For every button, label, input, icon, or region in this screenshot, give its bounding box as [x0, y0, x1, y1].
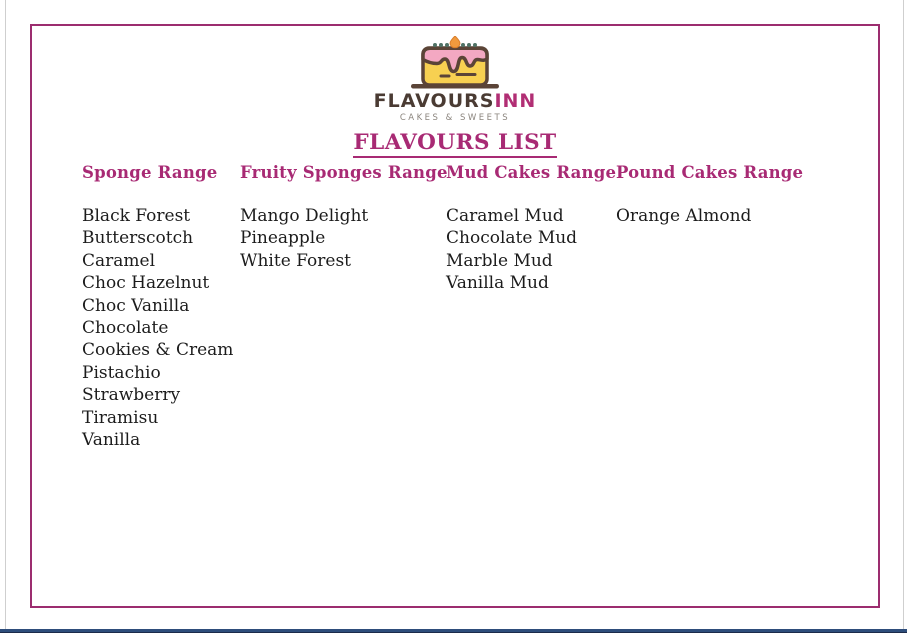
flavour-columns	[82, 163, 866, 451]
list-item: Chocolate Mud	[446, 228, 578, 249]
list-item: Butterscotch	[82, 228, 194, 249]
list-item: Marble Mud	[446, 250, 553, 271]
column-header: Pound Cakes Range	[616, 163, 804, 182]
window-bottom-bar	[0, 629, 907, 633]
page-edge-right	[903, 0, 904, 629]
column-fruity-sponges-range	[240, 163, 446, 272]
column-item-list	[240, 205, 446, 272]
list-item: Black Forest	[82, 206, 191, 226]
column-sponge-range	[82, 163, 240, 451]
column-mud-cakes-range	[446, 163, 616, 295]
column-item-list	[616, 205, 866, 227]
cake-icon	[403, 36, 507, 90]
brand-tagline: CAKES & SWEETS	[399, 113, 511, 123]
page-edge-left	[5, 0, 6, 629]
list-item: Choc Vanilla	[82, 295, 190, 316]
column-header: Fruity Sponges Range	[240, 163, 448, 182]
page-title: FLAVOURS LIST	[353, 131, 556, 158]
list-item: White Forest	[240, 250, 351, 271]
list-item: Vanilla	[82, 430, 141, 451]
list-item: Caramel Mud	[446, 206, 564, 226]
brand-name-inn: INN	[494, 90, 537, 112]
list-item: Caramel	[82, 250, 156, 271]
list-item: Vanilla Mud	[446, 273, 549, 294]
list-item: Pistachio	[82, 362, 161, 383]
list-item: Tiramisu	[82, 407, 159, 428]
column-item-list	[446, 205, 616, 295]
list-item: Chocolate	[82, 318, 169, 339]
list-item: Choc Hazelnut	[82, 273, 210, 294]
list-item: Orange Almond	[616, 206, 752, 226]
brand-name-flavours: FLAVOURS	[373, 90, 495, 112]
column-header: Sponge Range	[82, 163, 218, 182]
list-item: Cookies & Cream	[82, 340, 234, 361]
list-item: Mango Delight	[240, 206, 369, 226]
list-item: Pineapple	[240, 228, 326, 249]
column-header: Mud Cakes Range	[446, 163, 617, 182]
brand-name	[32, 91, 878, 111]
list-item: Strawberry	[82, 385, 181, 406]
column-pound-cakes-range	[616, 163, 866, 227]
logo-block	[32, 36, 878, 158]
column-item-list	[82, 205, 240, 451]
